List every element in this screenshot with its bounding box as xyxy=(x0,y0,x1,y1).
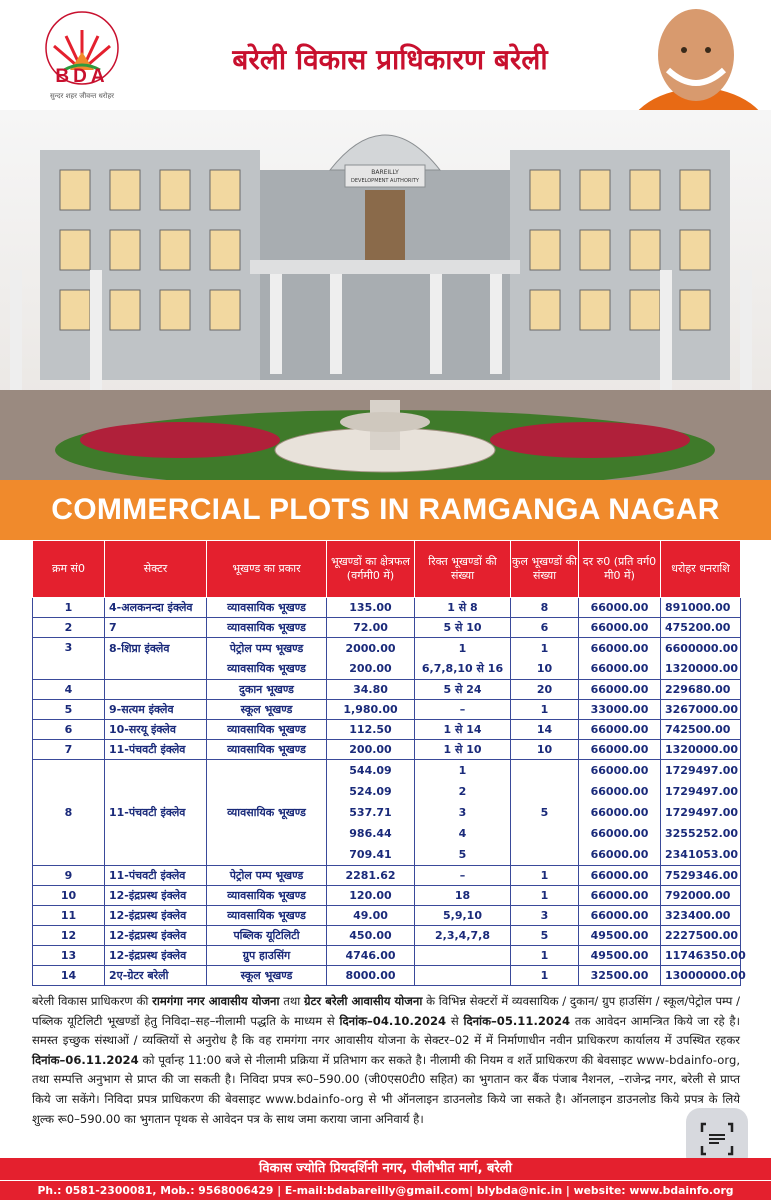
cell-area: 72.00 xyxy=(327,618,415,638)
cell-sector: 7 xyxy=(105,618,207,638)
table-row xyxy=(33,680,741,700)
cell-vacant xyxy=(415,946,511,966)
cell-total: 14 xyxy=(511,720,579,740)
cell-area: 49.00 xyxy=(327,906,415,926)
cell-sector: 12-इंद्रप्रस्थ इंक्लेव xyxy=(105,926,207,946)
cell-type: पब्लिक यूटिलिटी xyxy=(207,926,327,946)
cell-deposit: 742500.00 xyxy=(661,720,741,740)
cell-deposit-line: 1729497.00 xyxy=(665,785,739,798)
cell-vacant-line: 6,7,8,10 से 16 xyxy=(421,661,504,675)
cell-vacant: 5 से 24 xyxy=(415,680,511,700)
bda-building-illustration xyxy=(0,110,771,480)
notice-text: तथा xyxy=(279,994,305,1008)
header-sno: क्रम सं0 xyxy=(33,541,105,598)
cell-deposit: 475200.00 xyxy=(661,618,741,638)
cell-area-line: 544.09 xyxy=(349,764,392,777)
header-total: कुल भूखण्डों की संख्या xyxy=(511,541,579,598)
cell-sno: 1 xyxy=(33,598,105,618)
table-row xyxy=(33,598,741,618)
cell-type: व्यावसायिक भूखण्ड xyxy=(207,760,327,866)
cell-sno: 10 xyxy=(33,886,105,906)
cell-rate xyxy=(579,638,661,680)
cell-type: पेट्रोल पम्प भूखण्ड xyxy=(207,866,327,886)
cell-type-line: व्यावसायिक भूखण्ड xyxy=(227,661,306,675)
notice-text: बरेली विकास प्राधिकरण की xyxy=(32,994,153,1008)
cell-rate: 66000.00 xyxy=(579,866,661,886)
cell-vacant: – xyxy=(415,866,511,886)
cell-vacant: – xyxy=(415,700,511,720)
cell-vacant xyxy=(415,966,511,986)
cell-area: 8000.00 xyxy=(327,966,415,986)
cell-total: 20 xyxy=(511,680,579,700)
cell-area: 2281.62 xyxy=(327,866,415,886)
cell-area-line: 2000.00 xyxy=(345,641,396,655)
cell-area: 34.80 xyxy=(327,680,415,700)
cell-rate: 66000.00 xyxy=(579,680,661,700)
table-row xyxy=(33,866,741,886)
cell-vacant: 18 xyxy=(415,886,511,906)
cell-area xyxy=(327,760,415,866)
cell-vacant xyxy=(415,638,511,680)
cell-sector: 4-अलकनन्दा इंक्लेव xyxy=(105,598,207,618)
cell-sector: 11-पंचवटी इंक्लेव xyxy=(105,740,207,760)
cell-area: 450.00 xyxy=(327,926,415,946)
cell-deposit: 2227500.00 xyxy=(661,926,741,946)
table-row xyxy=(33,886,741,906)
cell-sno: 13 xyxy=(33,946,105,966)
cell-rate-line: 66000.00 xyxy=(590,827,649,840)
page-title: बरेली विकास प्राधिकारण बरेली xyxy=(232,43,548,76)
cell-vacant: 5,9,10 xyxy=(415,906,511,926)
cell-vacant-line: 5 xyxy=(458,848,467,861)
cell-sno: 4 xyxy=(33,680,105,700)
cell-vacant: 1 से 10 xyxy=(415,740,511,760)
cell-deposit-line: 2341053.00 xyxy=(665,848,739,861)
cell-total-line: 1 xyxy=(540,641,549,655)
building-sign-line1: BAREILLY xyxy=(371,169,399,176)
table-row xyxy=(33,740,741,760)
cell-rate: 66000.00 xyxy=(579,740,661,760)
cell-sno: 8 xyxy=(33,760,105,866)
cell-sector: 2ए-ग्रेटर बरेली xyxy=(105,966,207,986)
cell-deposit-line: 3255252.00 xyxy=(665,827,739,840)
cell-area-line: 524.09 xyxy=(349,785,392,798)
cell-rate: 49500.00 xyxy=(579,926,661,946)
cell-area-line: 537.71 xyxy=(349,806,392,819)
footer-contact: Ph.: 0581-2300081, Mob.: 9568006429 | E-mail:bdabareilly@gmail.com| blybda@nic.in | website: www.bdainfo.org xyxy=(0,1180,771,1200)
cell-area-line: 986.44 xyxy=(349,827,392,840)
cell-sno: 12 xyxy=(33,926,105,946)
table-row xyxy=(33,618,741,638)
cell-sector: 10-सरयू इंक्लेव xyxy=(105,720,207,740)
cell-area: 135.00 xyxy=(327,598,415,618)
cell-rate: 66000.00 xyxy=(579,906,661,926)
cell-deposit-line: 1320000.00 xyxy=(665,661,739,675)
table-row xyxy=(33,926,741,946)
cell-total xyxy=(511,638,579,680)
cell-type: दुकान भूखण्ड xyxy=(207,680,327,700)
table-row xyxy=(33,720,741,740)
cell-sno: 6 xyxy=(33,720,105,740)
title-banner xyxy=(0,480,771,540)
cell-rate: 66000.00 xyxy=(579,618,661,638)
header-rate: दर रु0 (प्रति वर्ग0 मी0 में) xyxy=(579,541,661,598)
header-type: भूखण्ड का प्रकार xyxy=(207,541,327,598)
table-row xyxy=(33,638,741,680)
cell-deposit xyxy=(661,760,741,866)
cell-vacant: 2,3,4,7,8 xyxy=(415,926,511,946)
header xyxy=(0,0,771,110)
cell-rate-line: 66000.00 xyxy=(590,806,649,819)
cell-area-line: 200.00 xyxy=(349,661,392,675)
cell-total: 1 xyxy=(511,866,579,886)
cell-deposit xyxy=(661,638,741,680)
cell-sector: 11-पंचवटी इंक्लेव xyxy=(105,760,207,866)
cell-total: 1 xyxy=(511,886,579,906)
notice-date: दिनांक–04.10.2024 xyxy=(339,1013,447,1028)
cell-rate: 32500.00 xyxy=(579,966,661,986)
cell-sno: 11 xyxy=(33,906,105,926)
cell-type: ग्रुप हाउसिंग xyxy=(207,946,327,966)
cell-deposit: 891000.00 xyxy=(661,598,741,618)
cell-area xyxy=(327,638,415,680)
cell-vacant: 5 से 10 xyxy=(415,618,511,638)
cell-total: 8 xyxy=(511,598,579,618)
cell-rate xyxy=(579,760,661,866)
cell-vacant: 1 से 14 xyxy=(415,720,511,740)
cell-deposit: 229680.00 xyxy=(661,680,741,700)
header-area: भूखण्डों का क्षेत्रफल (वर्गमी0 में) xyxy=(327,541,415,598)
cell-total: 1 xyxy=(511,700,579,720)
logo-tagline: सुन्दर शहर जीवन्त धरोहर xyxy=(49,92,115,100)
logo-bda-text: BDA xyxy=(55,66,109,87)
cell-sector: 8-शिप्रा इंक्लेव xyxy=(105,638,207,680)
header-vacant: रिक्त भूखण्डों की संख्या xyxy=(415,541,511,598)
cell-deposit: 1320000.00 xyxy=(661,740,741,760)
cell-type: स्कूल भूखण्ड xyxy=(207,966,327,986)
cell-total: 10 xyxy=(511,740,579,760)
cell-rate: 33000.00 xyxy=(579,700,661,720)
cell-type: व्यावसायिक भूखण्ड xyxy=(207,618,327,638)
cell-sno: 14 xyxy=(33,966,105,986)
cell-sno: 9 xyxy=(33,866,105,886)
table-row xyxy=(33,906,741,926)
cell-total: 6 xyxy=(511,618,579,638)
cell-area: 120.00 xyxy=(327,886,415,906)
cell-deposit: 792000.00 xyxy=(661,886,741,906)
cell-area: 4746.00 xyxy=(327,946,415,966)
cell-area: 200.00 xyxy=(327,740,415,760)
footer-address: विकास ज्योति प्रियदर्शिनी नगर, पीलीभीत मार्ग, बरेली xyxy=(0,1158,771,1180)
cell-sector: 12-इंद्रप्रस्थ इंक्लेव xyxy=(105,946,207,966)
cell-type: व्यावसायिक भूखण्ड xyxy=(207,598,327,618)
cell-vacant-line: 4 xyxy=(458,827,467,840)
cell-deposit-line: 1729497.00 xyxy=(665,764,739,777)
cell-area: 112.50 xyxy=(327,720,415,740)
cell-rate: 49500.00 xyxy=(579,946,661,966)
cell-deposit: 7529346.00 xyxy=(661,866,741,886)
cell-type: व्यावसायिक भूखण्ड xyxy=(207,720,327,740)
cell-deposit-line: 6600000.00 xyxy=(665,641,739,655)
cell-deposit: 323400.00 xyxy=(661,906,741,926)
cell-vacant xyxy=(415,760,511,866)
cell-sector: 9-सत्यम इंक्लेव xyxy=(105,700,207,720)
cell-vacant: 1 से 8 xyxy=(415,598,511,618)
cell-type: व्यावसायिक भूखण्ड xyxy=(207,740,327,760)
cell-rate: 66000.00 xyxy=(579,720,661,740)
cell-sno: 3 xyxy=(33,638,105,680)
cell-sno: 7 xyxy=(33,740,105,760)
cell-deposit: 3267000.00 xyxy=(661,700,741,720)
bda-logo xyxy=(26,8,138,112)
table-row xyxy=(33,760,741,866)
banner-text: COMMERCIAL PLOTS IN RAMGANGA NAGAR xyxy=(51,493,720,526)
cell-rate-line: 66000.00 xyxy=(590,848,649,861)
notice-paragraph xyxy=(32,992,740,1129)
cell-rate-line: 66000.00 xyxy=(590,785,649,798)
notice-date: दिनांक–05.11.2024 xyxy=(463,1013,571,1028)
cell-sector: 12-इंद्रप्रस्थ इंक्लेव xyxy=(105,906,207,926)
cell-area: 1,980.00 xyxy=(327,700,415,720)
notice-bold: रामगंगा नगर आवासीय योजना xyxy=(152,994,280,1008)
cell-area-line: 709.41 xyxy=(349,848,392,861)
cell-rate-line: 66000.00 xyxy=(590,641,649,655)
cell-vacant-line: 2 xyxy=(458,785,467,798)
cell-type-line: पेट्रोल पम्प भूखण्ड xyxy=(229,641,304,655)
cell-rate: 66000.00 xyxy=(579,598,661,618)
cell-sno: 5 xyxy=(33,700,105,720)
cell-sector: 12-इंद्रप्रस्थ इंक्लेव xyxy=(105,886,207,906)
cell-sno: 2 xyxy=(33,618,105,638)
cell-total: 1 xyxy=(511,946,579,966)
notice-text: तक आवेदन आमन्त्रित किये जा रहे है। समस्त इच्छुक संस्थाओं / व्यक्तियों से अनुरोध है कि वह रामगंगा नगर आवासीय योजना के सेक्टर–02 में में निर्माणाधीन नवीन प्राधिकरण कार्यालय में उपस्थित रहकर xyxy=(32,1013,740,1048)
cell-type xyxy=(207,638,327,680)
cell-sector xyxy=(105,680,207,700)
cell-deposit: 13000000.00 xyxy=(661,966,741,986)
notice-text: से xyxy=(446,1013,464,1028)
header-sector: सेक्टर xyxy=(105,541,207,598)
cell-vacant-line: 1 xyxy=(458,641,467,655)
cell-type: स्कूल भूखण्ड xyxy=(207,700,327,720)
cell-total-line: 10 xyxy=(536,661,553,675)
notice-date: दिनांक–06.11.2024 xyxy=(32,1052,139,1067)
cell-vacant-line: 1 xyxy=(458,764,467,777)
cell-type: व्यावसायिक भूखण्ड xyxy=(207,906,327,926)
cell-rate-line: 66000.00 xyxy=(590,661,649,675)
table-header-row xyxy=(33,541,741,598)
cell-type: व्यावसायिक भूखण्ड xyxy=(207,886,327,906)
plots-table xyxy=(32,540,746,986)
cell-total: 1 xyxy=(511,966,579,986)
notice-bold: ग्रेटर बरेली आवासीय योजना xyxy=(304,994,423,1008)
cell-total: 5 xyxy=(511,760,579,866)
cell-total: 3 xyxy=(511,906,579,926)
notice-text: के विभिन्न सेक्टरों में व्यवसायिक / दुकान/ ग्रुप हाउसिंग / स्कूल/पेट्रोल पम्प /पब्लिक यूटिलिटी भूखण्डों हेतु निविदा–सह–नीलामी पद्धति के माध्यम से xyxy=(32,994,740,1028)
cell-rate: 66000.00 xyxy=(579,886,661,906)
table-row xyxy=(33,700,741,720)
cell-vacant-line: 3 xyxy=(458,806,467,819)
cell-total: 5 xyxy=(511,926,579,946)
notice-text: को पूर्वान्ह 11:00 बजे से नीलामी प्रक्रिया में प्रतिभाग कर सकते है। नीलामी की नियम व शर्ते प्राधिकरण की बेवसाइट www-bdainfo-org, तथा सम्पत्ति अनुभाग से प्राप्त की जा सकती है। निविदा प्रपत्र रू0–590.00 (जी0एस0टी0 सहित) का भुगतान कर बैंक पंजाब नैशनल, –राजेन्द्र नगर, बरेली से प्राप्त किये जा सकेंगे। निविदा प्रपत्र प्राधिकरण की बेवसाइट www.bdainfo-org से भी ऑनलाइन डाउनलोड किये जा सकते है। ऑनलाइन डाउनलोड किये प्रपत्र के लिये शुल्क रू0–590.00 का भुगतान पृथक से आवेदन पत्र के साथ जमा कराया जाना अनिवार्य है। xyxy=(32,1052,740,1126)
cell-deposit: 11746350.00 xyxy=(661,946,741,966)
header-deposit: धरोहर धनराशि xyxy=(661,541,741,598)
table-row xyxy=(33,946,741,966)
building-sign-line2: DEVELOPMENT AUTHORITY xyxy=(351,178,419,184)
table-row xyxy=(33,966,741,986)
cell-deposit-line: 1729497.00 xyxy=(665,806,739,819)
cell-sector: 11-पंचवटी इंक्लेव xyxy=(105,866,207,886)
cell-rate-line: 66000.00 xyxy=(590,764,649,777)
